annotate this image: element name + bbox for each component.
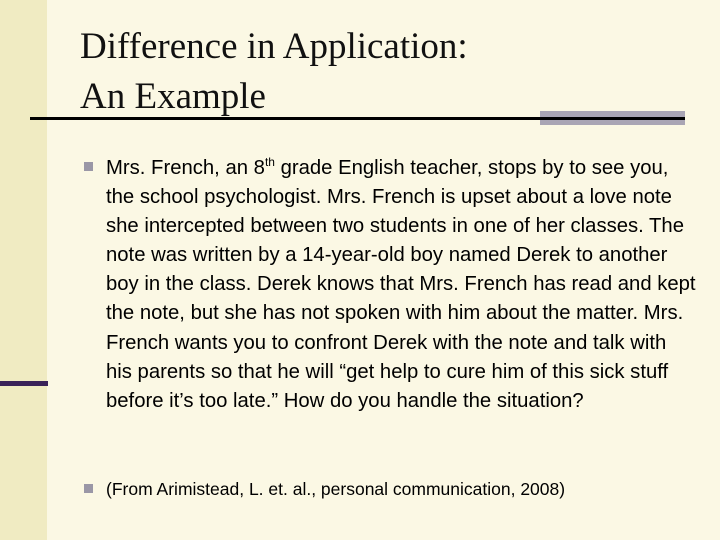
title-line-1: Difference in Application:	[80, 26, 468, 67]
ordinal-superscript: th	[264, 155, 275, 169]
left-decorative-band	[0, 0, 47, 540]
scenario-body: grade English teacher, stops by to see you, the school psychologist. Mrs. French is upset about a love note she intercepted between two students in one of her classes. The note was written by a 14-year-old boy named Derek to another boy in the class. Derek knows that Mrs. French has read and kept the note, but she has not spoken with him about the matter. Mrs. French wants you to confront Derek with the note and talk with his parents so that he will “get help to cure him of this sick stuff before it’s too late.” How do you handle the situation?	[106, 157, 696, 412]
bullet-square-icon	[84, 162, 93, 171]
title-line-2: An Example	[80, 76, 266, 117]
scenario-lead: Mrs. French, an 8	[106, 157, 265, 179]
bullet-square-icon	[84, 484, 93, 493]
citation-text: (From Arimistead, L. et. al., personal communication, 2008)	[106, 479, 566, 499]
slide-title	[80, 22, 468, 122]
title-underline-rule	[30, 117, 685, 120]
left-accent-bar	[0, 381, 48, 386]
scenario-paragraph	[106, 154, 696, 416]
